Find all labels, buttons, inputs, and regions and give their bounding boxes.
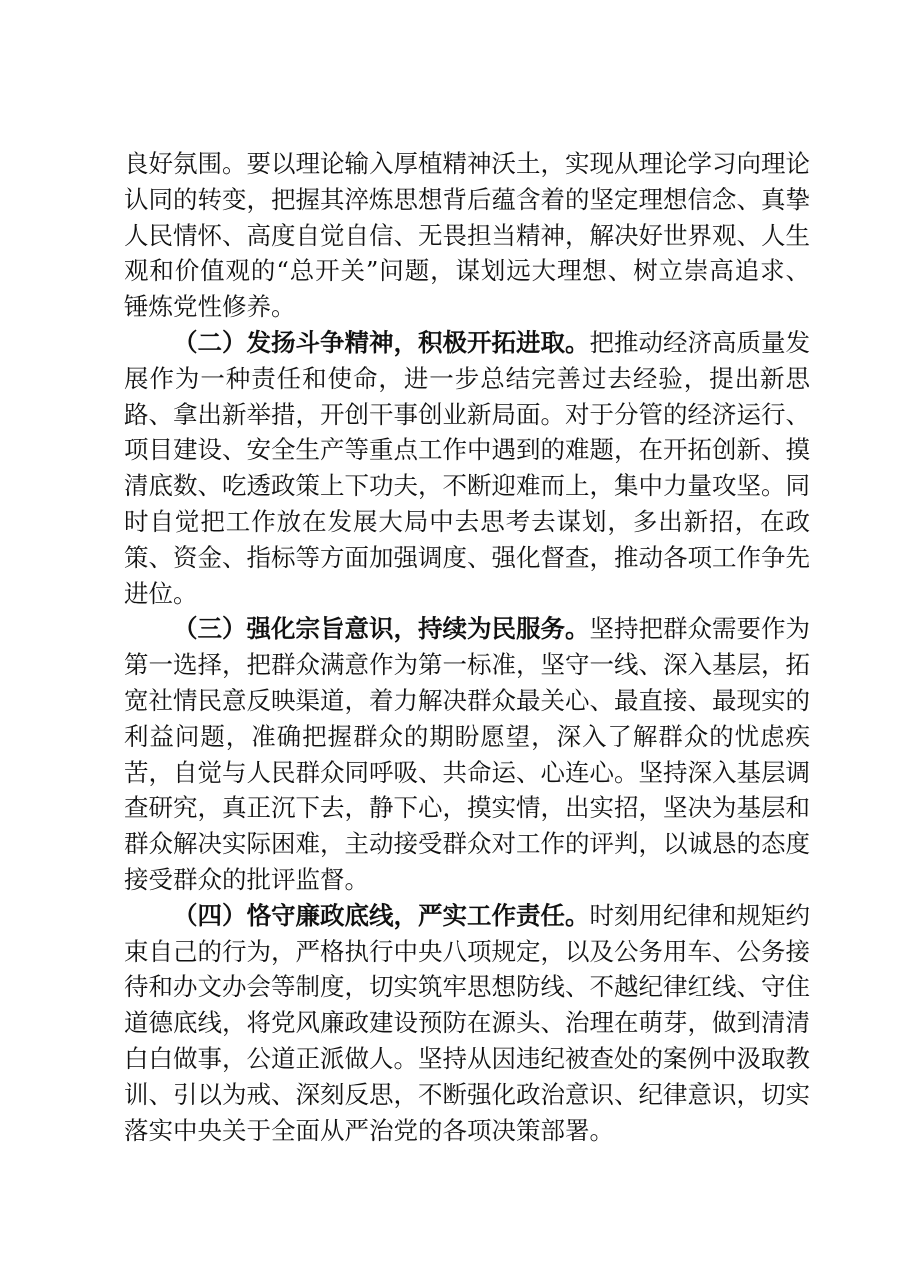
paragraph-text: 坚持把群众需要作为第一选择，把群众满意作为第一标准，坚守一线、深入基层，拓宽社情民意反映渠道，着力解决群众最关心、最直接、最现实的利益问题，准确把握群众的期盼愿望，深入了解群众的忧虑疾苦，自觉与人民群众同呼吸、共命运、心连心。坚持深入基层调查研究，真正沉下去，静下心，摸实情，出实招，坚决为基层和群众解决实际困难，主动接受群众对工作的评判，以诚恳的态度接受群众的批评监督。 [124,614,810,894]
section-heading: （三）强化宗旨意识，持续为民服务。 [173,614,590,644]
section-heading: （二）发扬斗争精神，积极开拓进取。 [173,327,590,357]
paragraph-continuation [124,146,810,325]
paragraph-section-2 [124,325,810,611]
paragraph-text: 时刻用纪律和规矩约束自己的行为，严格执行中央八项规定，以及公务用车、公务接待和办文办会等制度，切实筑牢思想防线、不越纪律红线、守住道德底线，将党风廉政建设预防在源头、治理在萌芽，做到清清白白做事，公道正派做人。坚持从因违纪被查处的案例中汲取教训、引以为戒、深刻反思，不断强化政治意识、纪律意识，切实落实中央关于全面从严治党的各项决策部署。 [124,900,810,1145]
section-heading: （四）恪守廉政底线，严实工作责任。 [173,900,590,930]
paragraph-section-3 [124,611,810,897]
paragraph-text: 把推动经济高质量发展作为一种责任和使命，进一步总结完善过去经验，提出新思路、拿出新举措，开创干事创业新局面。对于分管的经济运行、项目建设、安全生产等重点工作中遇到的难题，在开拓创新、摸清底数、吃透政策上下功夫，不断迎难而上，集中力量攻坚。同时自觉把工作放在发展大局中去思考去谋划，多出新招，在政策、资金、指标等方面加强调度、强化督查，推动各项工作争先进位。 [124,327,810,608]
paragraph-section-4 [124,898,810,1149]
paragraph-text: 良好氛围。要以理论输入厚植精神沃土，实现从理论学习向理论认同的转变，把握其淬炼思想背后蕴含着的坚定理想信念、真挚人民情怀、高度自觉自信、无畏担当精神，解决好世界观、人生观和价值观的“总开关”问题，谋划远大理想、树立崇高追求、锤炼党性修养。 [124,149,810,322]
document-body [124,146,810,1148]
